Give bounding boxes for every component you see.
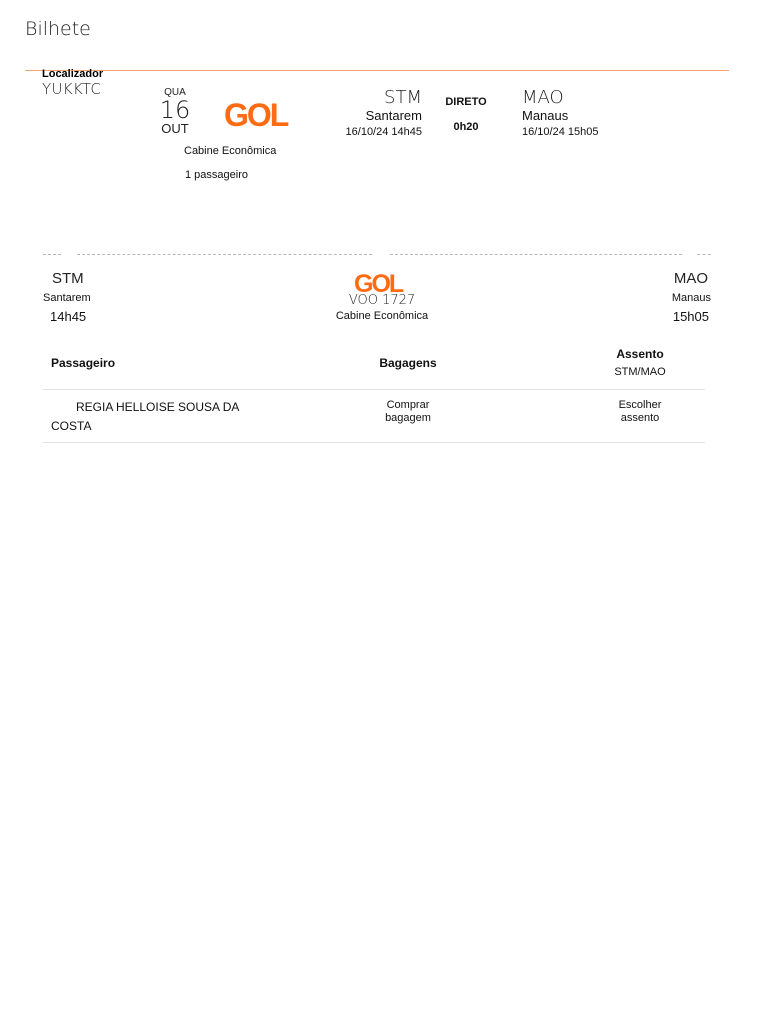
locator-label: Localizador bbox=[42, 68, 104, 80]
summary-passengers: 1 passageiro bbox=[185, 169, 248, 181]
flight-day: 16 bbox=[159, 96, 191, 124]
flight-month: OUT bbox=[161, 121, 189, 136]
passenger-name: REGIA HELLOISE SOUSA DA COSTA bbox=[51, 400, 239, 433]
segment-destination-city: Manaus bbox=[671, 292, 711, 304]
dashed-divider bbox=[390, 254, 682, 255]
summary-origin-code: STM bbox=[384, 87, 422, 108]
dashed-divider bbox=[697, 254, 711, 255]
buy-baggage-link[interactable]: Comprar bagagem bbox=[385, 399, 431, 424]
header-divider bbox=[25, 70, 729, 71]
summary-destination-city: Manaus bbox=[522, 108, 569, 123]
gol-logo bbox=[354, 270, 412, 294]
segment-destination-code: MAO bbox=[673, 270, 708, 287]
dashed-divider bbox=[77, 254, 372, 255]
summary-cabin: Cabine Econômica bbox=[184, 145, 277, 157]
gol-logo-text: GOL bbox=[224, 98, 288, 130]
segment-destination-time: 15h05 bbox=[672, 309, 709, 324]
column-header-baggage: Bagagens bbox=[379, 356, 437, 370]
gol-logo-text: GOL bbox=[354, 270, 403, 294]
flight-weekday: QUA bbox=[164, 87, 186, 98]
column-header-seat-route: STM/MAO bbox=[614, 366, 666, 378]
column-header-passenger: Passageiro bbox=[51, 356, 116, 370]
table-row-divider bbox=[43, 389, 705, 390]
segment-origin-time: 14h45 bbox=[50, 309, 87, 324]
summary-origin-datetime: 16/10/24 14h45 bbox=[345, 126, 422, 138]
column-header-seat: Assento bbox=[616, 347, 664, 361]
stop-type: DIRETO bbox=[445, 96, 487, 108]
segment-origin-city: Santarem bbox=[43, 292, 91, 304]
table-row-divider bbox=[43, 442, 705, 443]
segment-cabin: Cabine Econômica bbox=[335, 310, 429, 322]
summary-origin-city: Santarem bbox=[365, 108, 422, 123]
dashed-divider bbox=[43, 254, 61, 255]
flight-date bbox=[158, 87, 192, 136]
gol-logo bbox=[224, 98, 296, 130]
segment-origin-code: STM bbox=[52, 270, 84, 287]
page-title: Bilhete bbox=[25, 18, 91, 40]
locator-code: YUKKTC bbox=[42, 80, 102, 98]
flight-number: VOO 1727 bbox=[348, 293, 416, 308]
summary-destination-code: MAO bbox=[522, 87, 564, 108]
choose-seat-link[interactable]: Escolher assento bbox=[618, 399, 662, 424]
summary-destination-datetime: 16/10/24 15h05 bbox=[522, 126, 599, 138]
flight-duration: 0h20 bbox=[453, 121, 479, 133]
